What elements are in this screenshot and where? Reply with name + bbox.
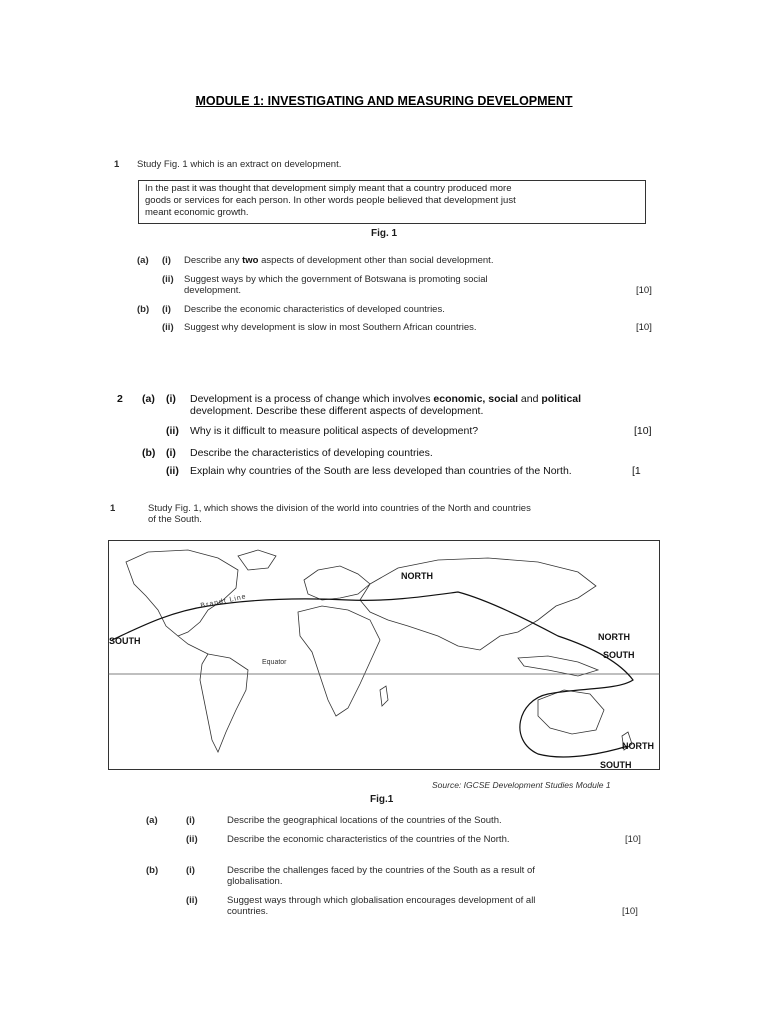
- question-text: [190, 393, 581, 405]
- part-label: (b): [142, 447, 156, 459]
- text-run: Development is a process of change which involves: [190, 393, 434, 405]
- part-label: (a): [146, 815, 158, 826]
- part-label: (b): [146, 865, 159, 876]
- subpart-label: (ii): [162, 274, 174, 285]
- subpart-label: (i): [166, 393, 176, 405]
- question-text: globalisation.: [227, 876, 283, 887]
- question-intro: Study Fig. 1 which is an extract on development.: [137, 159, 342, 170]
- extract-line: meant economic growth.: [145, 207, 249, 218]
- marks: [1: [632, 465, 641, 477]
- marks: [10]: [636, 322, 652, 333]
- question-text: Describe the economic characteristics of the countries of the North.: [227, 834, 510, 845]
- figure-caption: Fig. 1: [371, 228, 398, 239]
- question-text: Suggest ways through which globalisation encourages development of all: [227, 895, 536, 906]
- question-text: Describe the economic characteristics of developed countries.: [184, 304, 445, 315]
- map-label-south: SOUTH: [600, 760, 632, 770]
- emphasis: two: [242, 255, 259, 266]
- page-title: MODULE 1: INVESTIGATING AND MEASURING DEVELOPMENT: [195, 94, 573, 108]
- extract-box: [138, 180, 646, 224]
- question-number: 1: [110, 503, 116, 514]
- question-number: 2: [117, 393, 123, 405]
- extract-line: goods or services for each person. In other words people believed that development just: [145, 195, 516, 206]
- map-border: [109, 541, 660, 770]
- question-text: development. Describe these different aspects of development.: [190, 405, 484, 417]
- question-text: Suggest ways by which the government of Botswana is promoting social: [184, 274, 488, 285]
- subpart-label: (i): [166, 447, 176, 459]
- question-text: [184, 255, 493, 266]
- part-label: (a): [137, 255, 149, 266]
- marks: [10]: [622, 906, 638, 917]
- subpart-label: (i): [186, 815, 195, 826]
- question-text: Why is it difficult to measure political aspects of development?: [190, 425, 479, 437]
- subpart-label: (ii): [166, 465, 179, 477]
- map-label-north: NORTH: [598, 632, 630, 642]
- question-number: 1: [114, 159, 120, 170]
- emphasis: political: [541, 393, 582, 405]
- subpart-label: (ii): [186, 895, 198, 906]
- extract-line: In the past it was thought that development simply meant that a country produced more: [145, 183, 512, 194]
- question-text: development.: [184, 285, 242, 296]
- question-text: countries.: [227, 906, 269, 917]
- subpart-label: (ii): [162, 322, 174, 333]
- part-label: (a): [142, 393, 155, 405]
- marks: [10]: [634, 425, 652, 437]
- question-intro: of the South.: [148, 514, 202, 525]
- marks: [10]: [625, 834, 641, 845]
- part-label: (b): [137, 304, 150, 315]
- question-intro: Study Fig. 1, which shows the division of the world into countries of the North and countries: [148, 503, 531, 514]
- figure-caption: Fig.1: [370, 794, 394, 805]
- marks: [10]: [636, 285, 652, 296]
- text-run: aspects of development other than social development.: [258, 255, 494, 266]
- map-label-south: SOUTH: [603, 650, 635, 660]
- subpart-label: (i): [162, 255, 171, 266]
- map-label-north: NORTH: [401, 571, 433, 581]
- subpart-label: (i): [186, 865, 195, 876]
- emphasis: economic, social: [433, 393, 519, 405]
- subpart-label: (ii): [166, 425, 179, 437]
- map-label-south: SOUTH: [109, 636, 141, 646]
- question-text: Describe the challenges faced by the countries of the South as a result of: [227, 865, 535, 876]
- question-text: Explain why countries of the South are less developed than countries of the North.: [190, 465, 572, 477]
- map-label-north: NORTH: [622, 741, 654, 751]
- subpart-label: (i): [162, 304, 171, 315]
- question-text: Describe the geographical locations of the countries of the South.: [227, 815, 502, 826]
- text-run: Describe any: [184, 255, 243, 266]
- question-text: Suggest why development is slow in most Southern African countries.: [184, 322, 477, 333]
- map-label-brandt-line: Brandt Line: [200, 593, 248, 610]
- subpart-label: (ii): [186, 834, 198, 845]
- map-label-equator: Equator: [262, 659, 287, 666]
- question-text: Describe the characteristics of developing countries.: [190, 447, 433, 459]
- world-map: [108, 540, 660, 770]
- figure-source: Source: IGCSE Development Studies Module 1: [432, 780, 611, 790]
- text-run: and: [518, 393, 542, 405]
